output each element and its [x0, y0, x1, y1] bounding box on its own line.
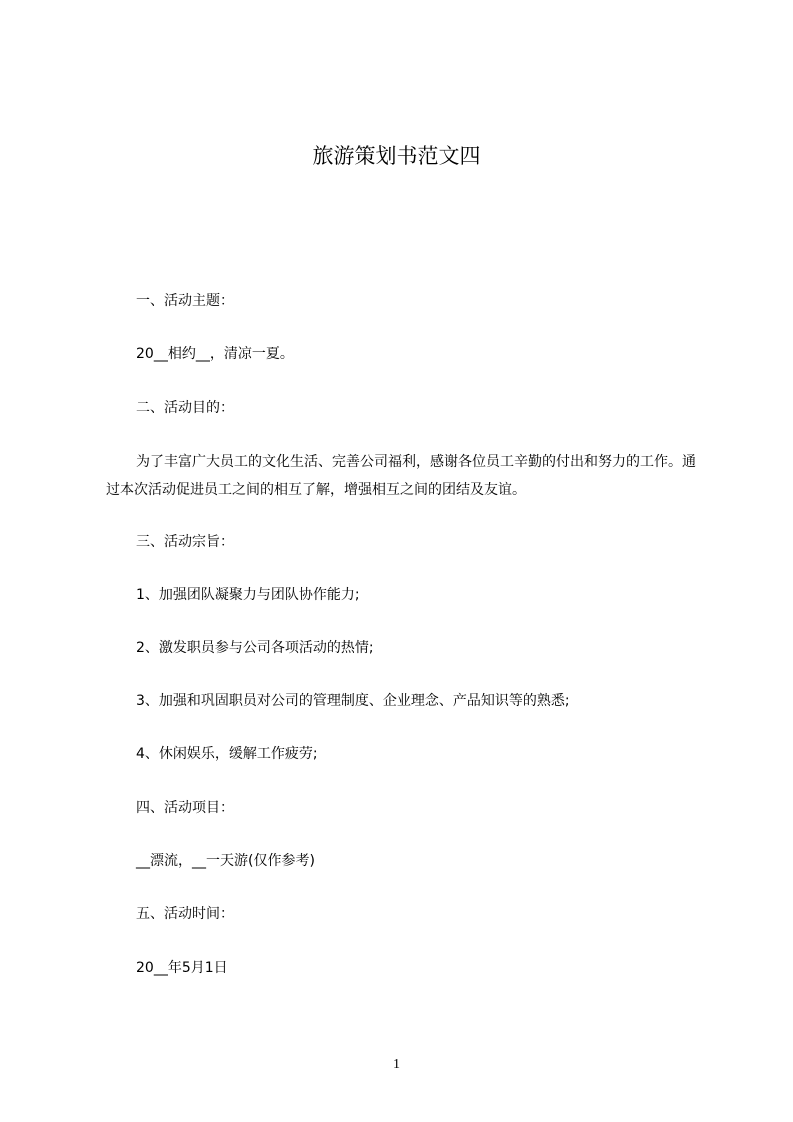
purpose-paragraph: 为了丰富广大员工的文化生活、完善公司福利，感谢各位员工辛勤的付出和努力的工作。通过本次活动促进员工之间的相互了解，增强相互之间的团结及友谊。 — [106, 454, 696, 498]
time-text: 20__年5月1日 — [136, 960, 228, 976]
section-heading-purpose: 二、活动目的： — [136, 400, 234, 416]
aim-item: 2、激发职员参与公司各项活动的热情; — [136, 640, 374, 656]
section-heading-projects: 四、活动项目： — [136, 800, 234, 816]
aim-item: 4、休闲娱乐，缓解工作疲劳; — [136, 746, 318, 762]
section-heading-theme: 一、活动主题： — [136, 293, 234, 309]
project-text: __漂流，__一天游(仅作参考) — [136, 853, 315, 869]
page-number: 1 — [393, 1057, 400, 1072]
aim-item: 3、加强和巩固职员对公司的管理制度、企业理念、产品知识等的熟悉; — [136, 693, 570, 709]
section-heading-aims: 三、活动宗旨： — [136, 534, 234, 550]
theme-text: 20__相约__，清凉一夏。 — [136, 346, 294, 362]
page-title: 旅游策划书范文四 — [312, 144, 481, 168]
section-heading-time: 五、活动时间： — [136, 906, 234, 922]
aim-item: 1、加强团队凝聚力与团队协作能力; — [136, 587, 360, 603]
